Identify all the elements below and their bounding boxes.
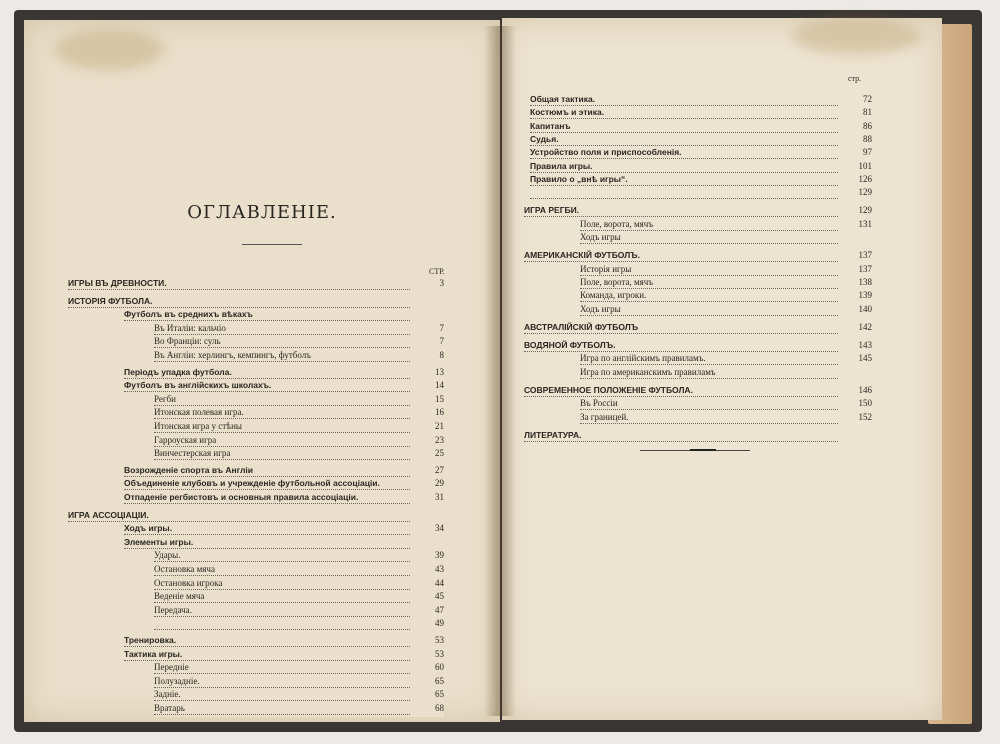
toc-entry-page: 68 (435, 703, 444, 713)
toc-entry-page: 49 (435, 618, 444, 629)
left-page (24, 20, 500, 722)
toc-entry-page: 65 (435, 689, 444, 700)
toc-entry-page: 14 (435, 380, 444, 391)
toc-entry-label: Правило о „внѣ игры“. (530, 174, 631, 184)
toc-entry-page: 60 (435, 662, 444, 673)
toc-entry-label: Судья. (530, 134, 562, 144)
toc-entry-page: 3 (439, 278, 444, 288)
toc-entry-label: ИГРЫ ВЪ ДРЕВНОСТИ. (68, 278, 170, 288)
toc-entry-page: 138 (858, 276, 872, 287)
toc-entry-page: 34 (435, 523, 444, 534)
toc-entry-label: Устройство поля и приспособленія. (530, 147, 685, 157)
toc-entry-page: 25 (435, 448, 444, 459)
toc-entry-label: Въ Италіи: кальчіо (154, 323, 229, 333)
toc-entry-page: 86 (863, 120, 872, 131)
toc-entry-page: 145 (858, 353, 872, 364)
toc-entry-page: 8 (439, 350, 444, 360)
leader-dots (154, 618, 410, 630)
toc-entry-page: 129 (858, 187, 872, 198)
toc-entry-label: Поле, ворота, мячъ (580, 277, 656, 287)
toc-entry-label: Удары. (154, 550, 183, 560)
toc-entry (580, 412, 872, 426)
toc-entry (580, 304, 872, 318)
toc-entry-label: Поле, ворота, мячъ (580, 219, 656, 229)
page-title: ОГЛАВЛЕНІЕ. (187, 202, 337, 223)
toc-entry (524, 205, 872, 219)
toc-entry-page: 140 (858, 303, 872, 314)
toc-entry (124, 465, 444, 479)
toc-entry (154, 591, 444, 605)
toc-entry-label: Капитанъ (530, 121, 574, 131)
toc-entry-label: ИГРА РЕГБИ. (524, 205, 582, 215)
toc-entry (68, 510, 444, 524)
toc-entry-page: 15 (435, 393, 444, 404)
toc-entry (154, 350, 444, 364)
toc-entry-label: Винчестерская игра (154, 448, 233, 458)
toc-entry (154, 578, 444, 592)
toc-entry-label: Полузадніе. (154, 676, 203, 686)
toc-entry-label: ВОДЯНОЙ ФУТБОЛЪ. (524, 340, 618, 350)
toc-entry-page: 65 (435, 675, 444, 686)
toc-entry (154, 323, 444, 337)
toc-entry-label: Игра по американскимъ правиламъ (580, 367, 719, 377)
toc-entry (154, 618, 444, 632)
toc-entry (580, 277, 872, 291)
toc-entry-page: 81 (863, 107, 872, 118)
toc-entry (530, 134, 872, 148)
toc-entry (124, 367, 444, 381)
toc-entry (580, 398, 872, 412)
toc-entry-page: 88 (863, 133, 872, 144)
toc-entry (524, 250, 872, 264)
toc-entry-page: 45 (435, 591, 444, 602)
toc-entry (580, 353, 872, 367)
toc-entry (68, 296, 444, 310)
toc-entry (68, 278, 444, 292)
toc-entry-page: 29 (435, 478, 444, 489)
toc-entry-label: Въ Россіи (580, 398, 621, 408)
toc-entry-page: 143 (858, 340, 872, 351)
toc-entry-page: 97 (863, 147, 872, 158)
leader-dots (530, 134, 838, 146)
toc-entry-page: 131 (858, 218, 872, 229)
right-page (502, 18, 942, 720)
water-stain (792, 18, 922, 54)
toc-entry-label: Тренировка. (124, 635, 179, 645)
toc-entry-label: Команда, игроки. (580, 290, 649, 300)
toc-entry-page: 146 (858, 385, 872, 395)
toc-entry (124, 635, 444, 649)
toc-entry (154, 336, 444, 350)
leader-dots (154, 662, 410, 674)
toc-entry-page: 137 (858, 250, 872, 261)
toc-entry (154, 435, 444, 449)
toc-entry-label: Гарроуская игра (154, 435, 219, 445)
toc-entry-label: Итонская игра у стѣны (154, 421, 245, 431)
toc-entry-label: ЛИТЕРАТУРА. (524, 430, 584, 440)
toc-entry-label: Ходъ игры (580, 304, 624, 314)
toc-entry-label: Ходъ игры. (124, 523, 175, 533)
toc-entry-page: 16 (435, 407, 444, 418)
toc-entry (530, 161, 872, 175)
toc-entry-label: Исторія игры (580, 264, 634, 274)
toc-entry (124, 649, 444, 663)
toc-entry (154, 394, 444, 408)
page-column-label: стр. (848, 74, 862, 83)
toc-entry (524, 430, 872, 444)
toc-entry-label: Во Франціи: суль (154, 336, 224, 346)
toc-entry-page: 53 (435, 648, 444, 659)
toc-entry-page: 21 (435, 421, 444, 431)
toc-entry-label: Правила игры. (530, 161, 596, 171)
toc-entry-page: 27 (435, 464, 444, 475)
toc-entry (524, 340, 872, 354)
toc-entry-label: АМЕРИКАНСКІЙ ФУТБОЛЪ. (524, 250, 643, 260)
toc-entry-page: 126 (858, 173, 872, 184)
toc-entry-label: Отпаденіе регбистовъ и основныя правила ассоціаціи. (124, 492, 361, 502)
toc-entry (154, 407, 444, 421)
page-column-label: СТР. (429, 267, 445, 276)
toc-entry-page: 152 (858, 411, 872, 422)
toc-entry (580, 290, 872, 304)
toc-entry (124, 309, 444, 323)
toc-entry-label: Итонская полевая игра. (154, 407, 247, 417)
toc-entry (580, 264, 872, 278)
toc-entry (524, 385, 872, 399)
toc-entry-page: 101 (858, 160, 872, 171)
toc-entry (154, 421, 444, 435)
toc-entry-label: Футболъ въ англійскихъ школахъ. (124, 380, 274, 390)
toc-entry-label: АВСТРАЛІЙСКІЙ ФУТБОЛЪ (524, 322, 641, 332)
toc-entry-label: Тактика игры. (124, 649, 185, 659)
leader-dots (154, 394, 410, 406)
toc-entry-page: 53 (435, 635, 444, 645)
toc-entry-label: Ходъ игры (580, 232, 624, 242)
leader-dots (154, 703, 410, 715)
toc-entry-page: 13 (435, 366, 444, 377)
toc-entry (154, 564, 444, 578)
toc-entry-label: Регби (154, 394, 179, 404)
toc-entry-page: 7 (439, 322, 444, 333)
toc-entry-label: Веденіе мяча (154, 591, 207, 601)
toc-entry (530, 187, 872, 201)
toc-entry (154, 676, 444, 690)
toc-entry-label: Элементы игры. (124, 537, 196, 547)
toc-entry (154, 703, 444, 717)
toc-entry-page: 23 (435, 434, 444, 445)
toc-entry (124, 478, 444, 492)
toc-entry (530, 107, 872, 121)
toc-entry (580, 232, 872, 246)
toc-entry-page: 7 (439, 336, 444, 347)
toc-entry-page: 43 (435, 564, 444, 574)
leader-dots (530, 121, 838, 133)
toc-entry-label: Футболъ въ среднихъ вѣкахъ (124, 309, 256, 319)
toc-entry-page: 31 (435, 492, 444, 502)
toc-entry-label: Періодъ упадка футбола. (124, 367, 235, 377)
toc-entry (580, 219, 872, 233)
toc-entry (154, 550, 444, 564)
toc-entry (124, 492, 444, 506)
leader-dots (154, 689, 410, 701)
toc-entry-page: 72 (863, 94, 872, 104)
toc-entry-label: Передача. (154, 605, 195, 615)
toc-entry-page: 129 (858, 205, 872, 216)
toc-entry (154, 662, 444, 676)
toc-entry-label: Въ Англіи: херлингъ, кемпингъ, футболъ (154, 350, 314, 360)
toc-entry-label: За границей. (580, 412, 631, 422)
toc-entry (124, 523, 444, 537)
toc-entry-label: Возрожденіе спорта въ Англіи (124, 465, 256, 475)
toc-entry (154, 605, 444, 619)
toc-entry-label: Передніе (154, 662, 192, 672)
toc-entry (524, 322, 872, 336)
toc-entry (124, 537, 444, 551)
toc-entry-label: ИСТОРІЯ ФУТБОЛА. (68, 296, 156, 306)
toc-entry (530, 94, 872, 108)
leader-dots (530, 187, 838, 199)
toc-entry (154, 689, 444, 703)
leader-dots (154, 550, 410, 562)
toc-entry (530, 147, 872, 161)
toc-entry-label: Объединеніе клубовъ и учрежденіе футбольной ассоціаціи. (124, 478, 383, 488)
water-stain (54, 30, 164, 70)
toc-entry-page: 139 (858, 290, 872, 301)
title-rule (242, 244, 302, 245)
toc-entry-label: Задніе. (154, 689, 184, 699)
end-rule-center (690, 449, 716, 451)
toc-entry (530, 121, 872, 135)
toc-entry-label: Вратарь (154, 703, 188, 713)
toc-entry-page: 150 (858, 398, 872, 409)
toc-entry-page: 39 (435, 550, 444, 561)
toc-entry-label: СОВРЕМЕННОЕ ПОЛОЖЕНІЕ ФУТБОЛА. (524, 385, 696, 395)
toc-entry-label: Общая тактика. (530, 94, 598, 104)
toc-entry-label: Остановка игрока (154, 578, 225, 588)
toc-entry (580, 367, 872, 381)
toc-entry-page: 44 (435, 577, 444, 588)
toc-entry-page: 137 (858, 263, 872, 274)
toc-entry-label: ИГРА АССОЦІАЦІИ. (68, 510, 152, 520)
toc-entry-label: Костюмъ и этика. (530, 107, 607, 117)
toc-entry-page: 47 (435, 604, 444, 615)
toc-entry (124, 380, 444, 394)
toc-entry-label: Игра по англійскимъ правиламъ. (580, 353, 709, 363)
toc-entry (530, 174, 872, 188)
toc-entry (154, 448, 444, 462)
toc-entry-label: Остановка мяча (154, 564, 218, 574)
toc-entry-page: 142 (858, 321, 872, 332)
